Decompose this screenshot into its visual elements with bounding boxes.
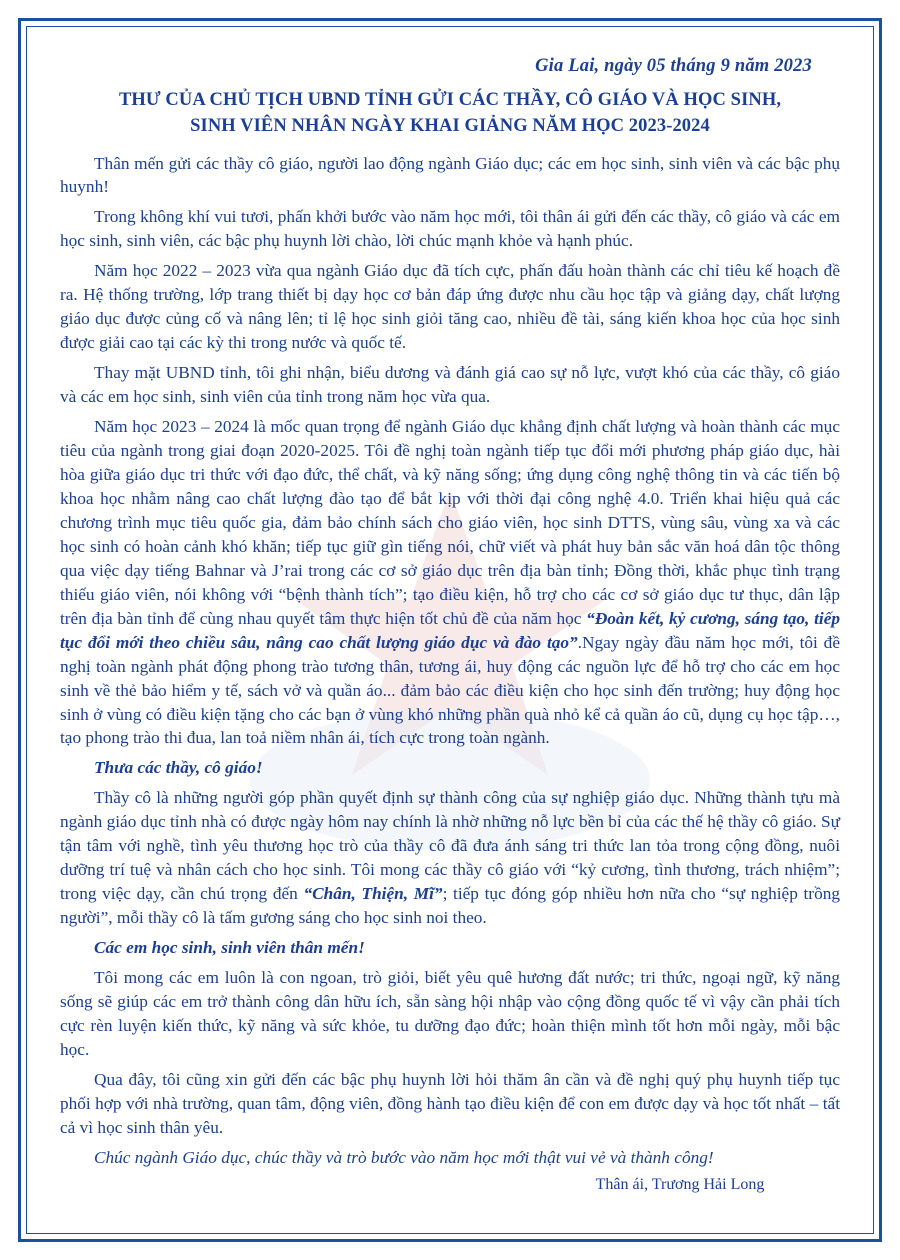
subheading-teachers: Thưa các thầy, cô giáo!	[94, 758, 263, 778]
signature-area	[530, 1176, 830, 1194]
motto-quote: “Đoàn kết, kỷ cương, sáng tạo, tiếp tục đổi mới theo chiều sâu, nâng cao chất lượng giáo dục và đào tạo”	[60, 608, 841, 652]
chan-thien-mi-quote: “Chân, Thiện, Mĩ”	[303, 884, 443, 904]
closing-salutation: Thân ái,	[595, 1175, 649, 1193]
paragraph-6-head: Thầy cô là những người góp phần quyết định sự thành công của sự nghiệp giáo dục. Những thành tựu mà ngành giáo dục tỉnh nhà có được ngày hôm nay chính là nhờ những nỗ lực bền bỉ của các thế hệ thầy cô giáo. Sự tận tâm với nghề, tình yêu thương học trò của thầy cô đã đưa ánh sáng tri thức lan tỏa trong cộng đồng, nuôi dưỡng trí tuệ và nhân cách cho học sinh. Tôi mong các thầy cô giáo với “kỷ cương, tình thương, trách nhiệm”; trong việc dạy, cần chú trọng đến	[60, 788, 840, 904]
paragraph-9-wish: Chúc ngành Giáo dục, chúc thầy và trò bước vào năm học mới thật vui vẻ và thành công!	[94, 1147, 714, 1167]
letter-content	[60, 56, 840, 1220]
paragraph-6	[60, 786, 840, 930]
paragraph-3: Năm học 2022 – 2023 vừa qua ngành Giáo dục đã tích cực, phấn đấu hoàn thành các chỉ tiêu kế hoạch đề ra. Hệ thống trường, lớp trang thiết bị dạy học cơ bản đáp ứng được nhu cầu học tập và giảng dạy, chất lượng giáo dục được củng cố và nâng lên; tỉ lệ học sinh giỏi tăng cao, nhiều đề tài, sáng kiến khoa học của học sinh được giải cao tại các kỳ thi trong nước và quốc tế.	[60, 261, 840, 353]
paragraph-1: Thân mến gửi các thầy cô giáo, người lao động ngành Giáo dục; các em học sinh, sinh viên và các bậc phụ huynh!	[60, 153, 840, 197]
title-line-1: THƯ CỦA CHỦ TỊCH UBND TỈNH GỬI CÁC THẦY, CÔ GIÁO VÀ HỌC SINH,	[118, 90, 782, 110]
paragraph-5	[60, 415, 840, 750]
page-title	[70, 87, 830, 140]
paragraph-4: Thay mặt UBND tỉnh, tôi ghi nhận, biểu dương và đánh giá cao sự nỗ lực, vượt khó của các thầy, cô giáo và các em học sinh, sinh viên của tỉnh trong năm học vừa qua.	[60, 363, 840, 407]
closing-block	[60, 1176, 840, 1194]
paragraph-5-tail: .Ngay ngày đầu năm học mới, tôi đề nghị toàn ngành phát động phong trào tương thân, tương ái, huy động các nguồn lực để hỗ trợ cho các em học sinh về thẻ bảo hiểm y tế, sách vở và quần áo... đảm bảo các điều kiện cho học sinh đến trường; huy động học sinh ở vùng có điều kiện tặng cho các bạn ở vùng khó những phần quà nhỏ kể cả quần áo cũ, dụng cụ học tập…, tạo phong trào thi đua, lan toả niềm nhân ái, tích cực trong toàn ngành.	[60, 632, 840, 748]
signer-name: Trương Hải Long	[651, 1175, 765, 1193]
paragraph-2-text: Trong không khí vui tươi, phấn khởi bước vào năm học mới, tôi thân ái gửi đến các thầy, cô giáo và các em học sinh, sinh viên, các bậc phụ huynh lời chào, lời chúc mạnh khỏe và hạnh phúc.	[60, 207, 840, 251]
paragraph-6-tail: ; tiếp tục đóng góp nhiều hơn nữa cho “sự nghiệp trồng người”, mỗi thầy cô là tấm gương sáng cho học sinh noi theo.	[60, 884, 840, 928]
paragraph-5-head: Năm học 2023 – 2024 là mốc quan trọng để ngành Giáo dục khẳng định chất lượng và hoàn thành các mục tiêu của ngành trong giai đoạn 2020-2025. Tôi đề nghị toàn ngành tiếp tục đổi mới phương pháp giáo dục, hài hòa giữa giáo dục tri thức với đạo đức, thể chất, và kỹ năng sống; ứng dụng công nghệ thông tin và các tiến bộ khoa học nhằm nâng cao chất lượng đào tạo để bắt kịp với thời đại công nghệ 4.0. Triển khai hiệu quả các chương trình mục tiêu quốc gia, đảm bảo chính sách cho giáo viên, học sinh DTTS, vùng sâu, vùng xa và các học sinh có hoàn cảnh khó khăn; tiếp tục giữ gìn tiếng nói, chữ viết và phát huy bản sắc văn hoá dân tộc thông qua việc dạy tiếng Bahnar và J’rai trong các cơ sở giáo dục trên địa bàn tỉnh; Đồng thời, khắc phục tình trạng thiếu giáo viên, nói không với “bệnh thành tích”; tạo điều kiện, hỗ trợ cho các cơ sở giáo dục tư thục, dân lập trên địa bàn tỉnh để cùng nhau quyết tâm thực hiện tốt chủ đề của năm học	[60, 417, 840, 628]
paragraph-7: Tôi mong các em luôn là con ngoan, trò giỏi, biết yêu quê hương đất nước; tri thức, ngoại ngữ, kỹ năng sống sẽ giúp các em trở thành công dân hữu ích, sẵn sàng hội nhập vào cộng đồng quốc tế vì vậy cần phải tích cực rèn luyện kiến thức, kỹ năng và sức khỏe, tu dưỡng đạo đức; hoàn thiện mình tốt hơn mỗi ngày, mỗi bậc học.	[60, 968, 840, 1059]
paragraph-8: Qua đây, tôi cũng xin gửi đến các bậc phụ huynh lời hỏi thăm ân cần và đề nghị quý phụ huynh tiếp tục phối hợp với nhà trường, quan tâm, động viên, đồng hành tạo điều kiện để con em được dạy và học tốt nhất – tất cả vì học sinh thân yêu.	[60, 1069, 840, 1137]
title-line-2: SINH VIÊN NHÂN NGÀY KHAI GIẢNG NĂM HỌC 2023-2024	[190, 116, 710, 137]
paragraph-2	[60, 205, 840, 253]
subheading-students: Các em học sinh, sinh viên thân mến!	[94, 938, 365, 958]
dateline: Gia Lai, ngày 05 tháng 9 năm 2023	[535, 56, 812, 76]
